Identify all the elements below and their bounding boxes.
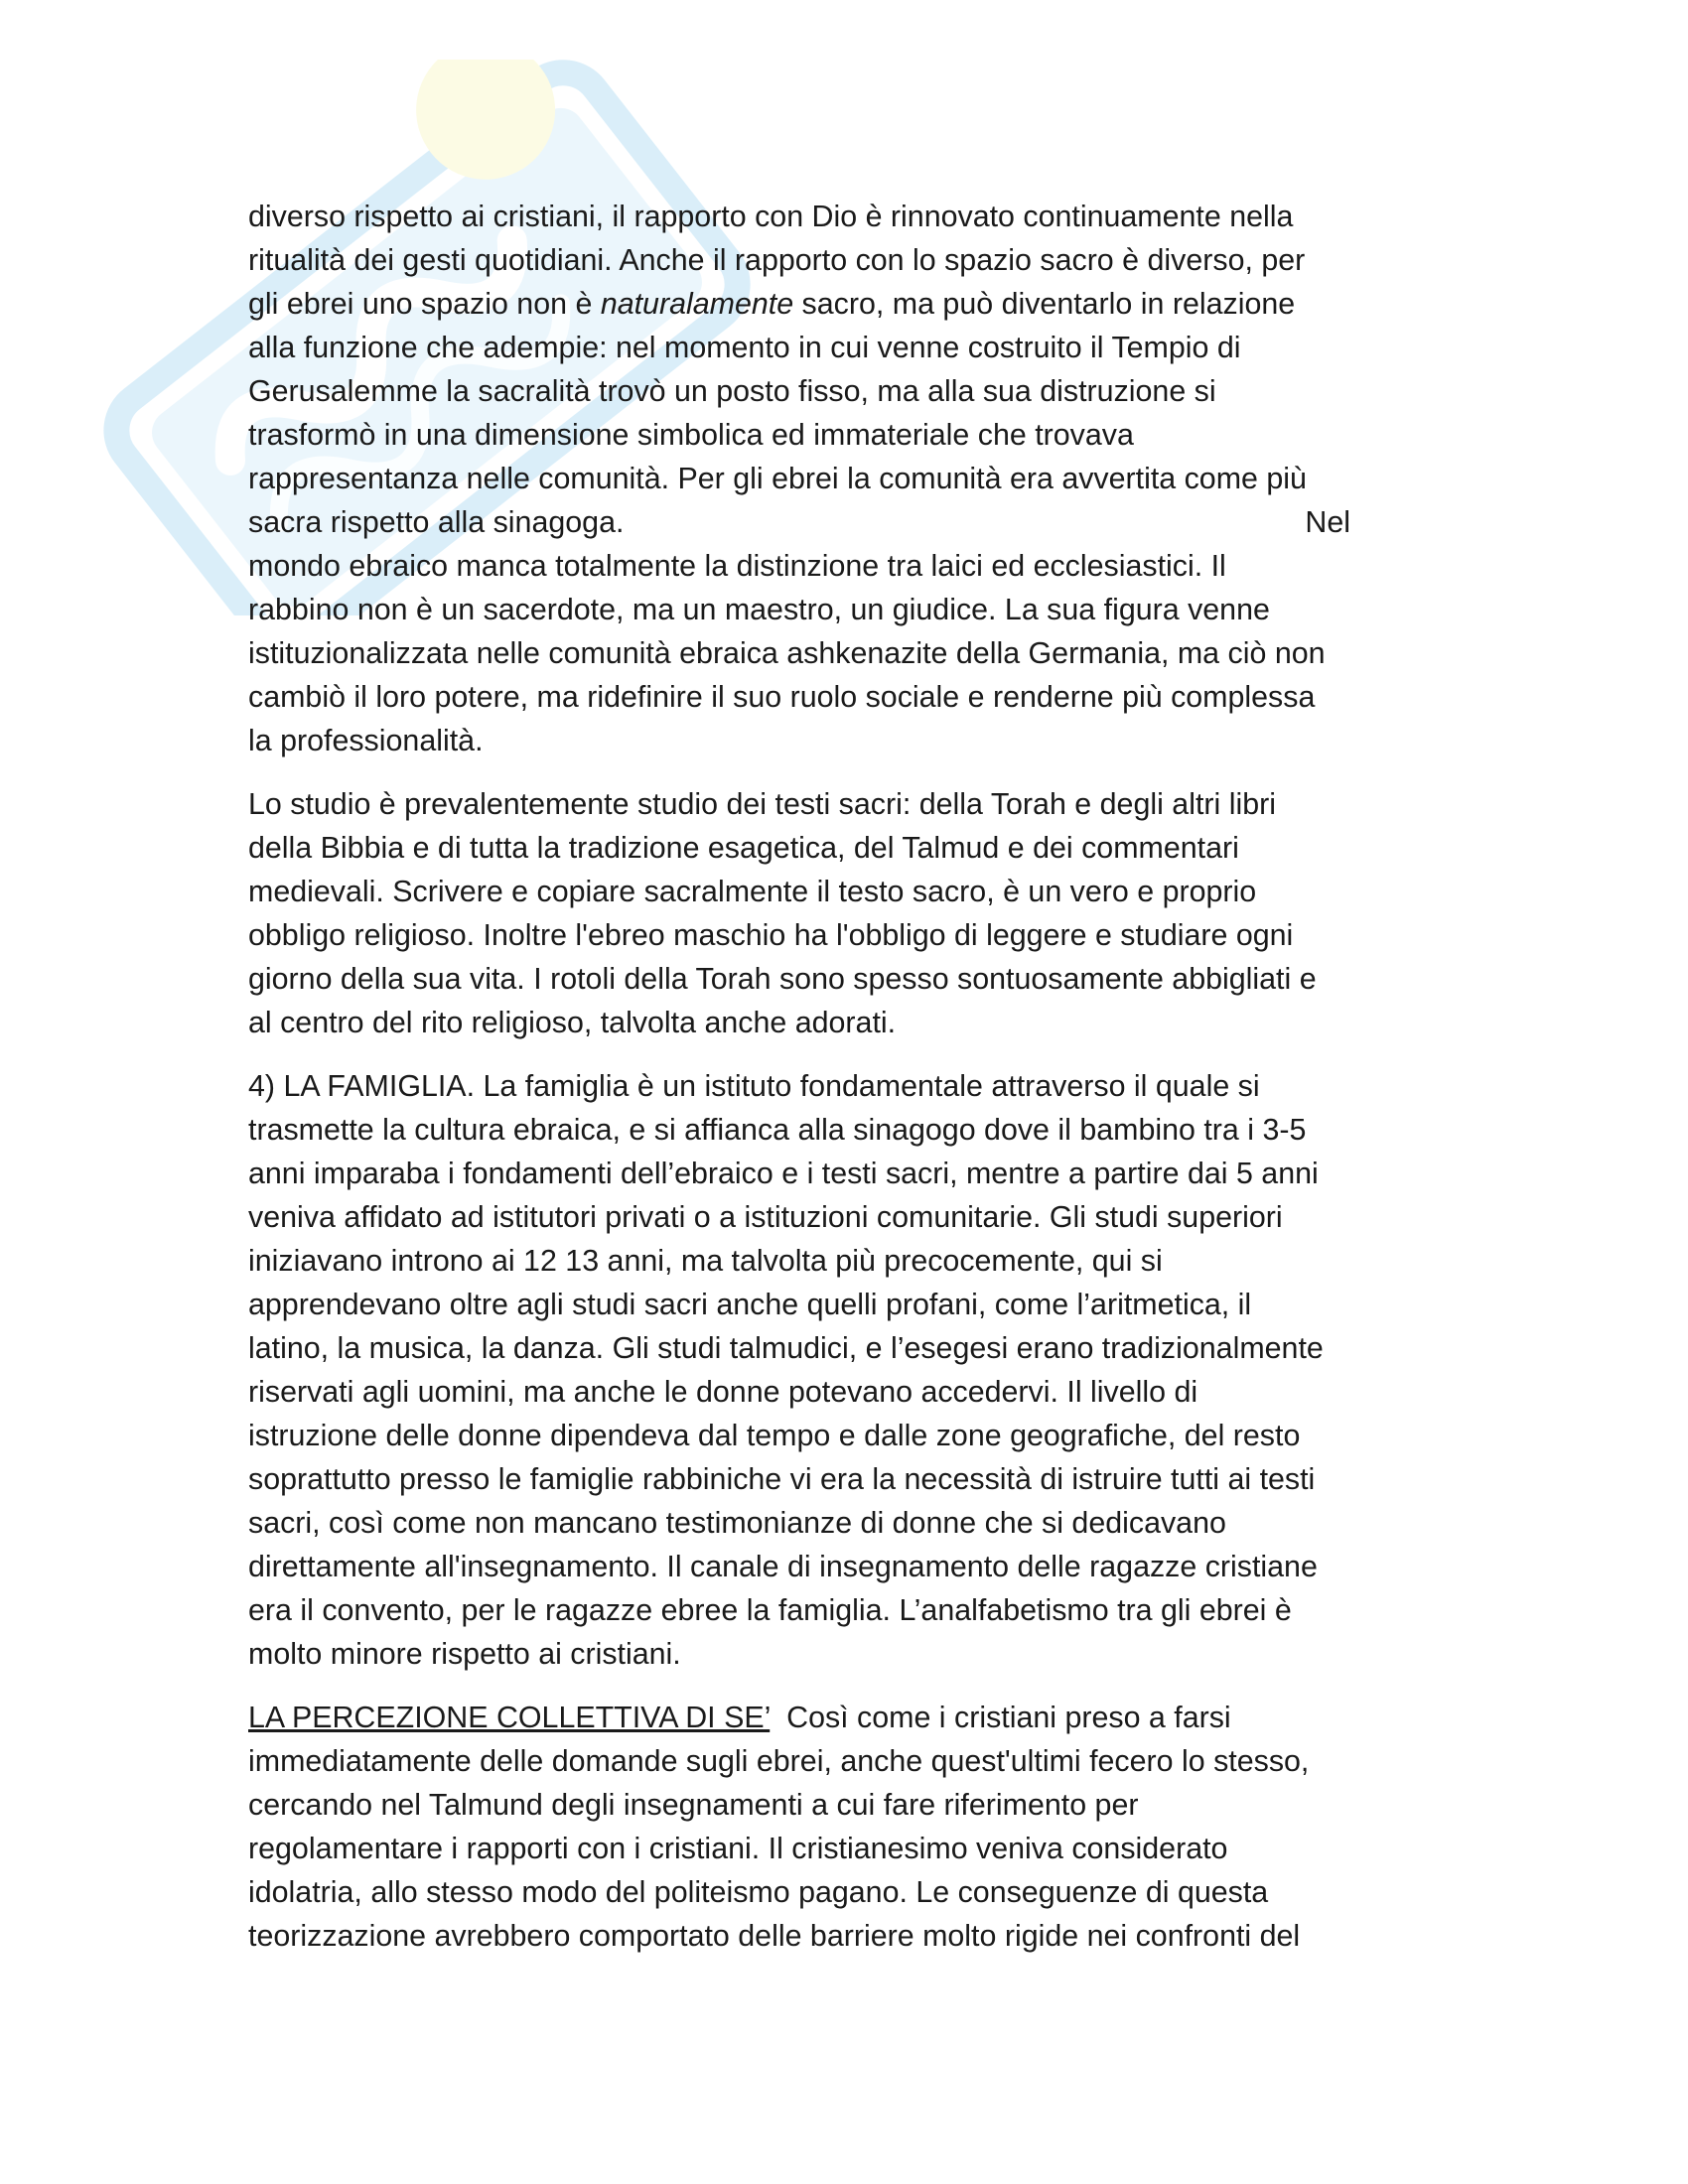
section-heading: LA PERCEZIONE COLLETTIVA DI SE’ [248,1701,771,1734]
text-line: sacri, così come non mancano testimonianze di donne che si dedicavano [248,1506,1226,1540]
text-line: cambiò il loro potere, ma ridefinire il suo ruolo sociale e renderne più complessa [248,680,1316,714]
paragraph-famiglia [248,1064,1430,1676]
text-line: istituzionalizzata nelle comunità ebraica ashkenazite della Germania, ma ciò non [248,636,1326,670]
text-line: veniva affidato ad istitutori privati o a istituzioni comunitarie. Gli studi superiori [248,1200,1283,1234]
text-line: riservati agli uomini, ma anche le donne potevano accedervi. Il livello di [248,1375,1198,1409]
text-line: diverso rispetto ai cristiani, il rapporto con Dio è rinnovato continuamente nella [248,200,1294,233]
text-line: era il convento, per le ragazze ebree la famiglia. L’analfabetismo tra gli ebrei è [248,1593,1292,1627]
text-segment: Così come i cristiani preso a farsi [770,1701,1231,1734]
text-line: istruzione delle donne dipendeva dal tempo e dalle zone geografiche, del resto [248,1419,1301,1452]
text-line: ritualità dei gesti quotidiani. Anche il rapporto con lo spazio sacro è diverso, per [248,243,1306,277]
text-line: alla funzione che adempie: nel momento in cui venne costruito il Tempio di [248,331,1241,364]
text-line: mondo ebraico manca totalmente la distinzione tra laici ed ecclesiastici. Il [248,549,1226,583]
text-line: giorno della sua vita. I rotoli della Torah sono spesso sontuosamente abbigliati e [248,962,1317,996]
text-line: la professionalità. [248,724,484,757]
text-line: trasmette la cultura ebraica, e si affianca alla sinagogo dove il bambino tra i 3-5 [248,1113,1307,1147]
italic-word: naturalamente [600,287,794,321]
text-line: regolamentare i rapporti con i cristiani. Il cristianesimo veniva considerato [248,1832,1228,1865]
paragraph-spazio-sacro [248,195,1430,762]
text-line: idolatria, allo stesso modo del politeismo pagano. Le conseguenze di questa [248,1875,1269,1909]
body-text [248,195,1430,1978]
text-line: immediatamente delle domande sugli ebrei, anche quest'ultimi fecero lo stesso, [248,1744,1310,1778]
text-line: 4) LA FAMIGLIA. La famiglia è un istituto fondamentale attraverso il quale si [248,1069,1260,1103]
text-line [248,500,1430,544]
text-line: direttamente all'insegnamento. Il canale di insegnamento delle ragazze cristiane [248,1550,1318,1583]
text-line: anni imparaba i fondamenti dell’ebraico e i testi sacri, mentre a partire dai 5 anni [248,1157,1319,1190]
text-line: apprendevano oltre agli studi sacri anche quelli profani, come l’aritmetica, il [248,1288,1252,1321]
text-line: Lo studio è prevalentemente studio dei testi sacri: della Torah e degli altri libri [248,787,1276,821]
text-line: iniziavano introno ai 12 13 anni, ma talvolta più precocemente, qui si [248,1244,1163,1278]
text-line: della Bibbia e di tutta la tradizione esagetica, del Talmud e dei commentari [248,831,1239,865]
text-line: medievali. Scrivere e copiare sacralmente il testo sacro, è un vero e proprio [248,875,1257,908]
text-line: Gerusalemme la sacralità trovò un posto fisso, ma alla sua distruzione si [248,374,1216,408]
text-line: teorizzazione avrebbero comportato delle barriere molto rigide nei confronti del [248,1919,1301,1953]
text-line: rabbino non è un sacerdote, ma un maestro, un giudice. La sua figura venne [248,593,1270,626]
paragraph-percezione [248,1696,1430,1958]
text-line: soprattutto presso le famiglie rabbiniche vi era la necessità di istruire tutti ai testi [248,1462,1316,1496]
text-segment: sacro, ma può diventarlo in relazione [793,287,1296,321]
text-line [248,1696,1430,1739]
text-segment: sacra rispetto alla sinagoga. [248,505,625,539]
text-segment: Nel [1305,505,1350,539]
text-line: molto minore rispetto ai cristiani. [248,1637,681,1671]
text-line: obbligo religioso. Inoltre l'ebreo maschio ha l'obbligo di leggere e studiare ogni [248,918,1294,952]
text-line [248,282,1430,326]
text-segment: gli ebrei uno spazio non è [248,287,601,321]
text-line: latino, la musica, la danza. Gli studi talmudici, e l’esegesi erano tradizionalmente [248,1331,1324,1365]
text-line: rappresentanza nelle comunità. Per gli ebrei la comunità era avvertita come più [248,462,1307,495]
text-line: cercando nel Talmund degli insegnamenti a cui fare riferimento per [248,1788,1139,1822]
text-line: trasformò in una dimensione simbolica ed immateriale che trovava [248,418,1134,452]
text-line: al centro del rito religioso, talvolta anche adorati. [248,1006,897,1039]
paragraph-studio [248,782,1430,1044]
